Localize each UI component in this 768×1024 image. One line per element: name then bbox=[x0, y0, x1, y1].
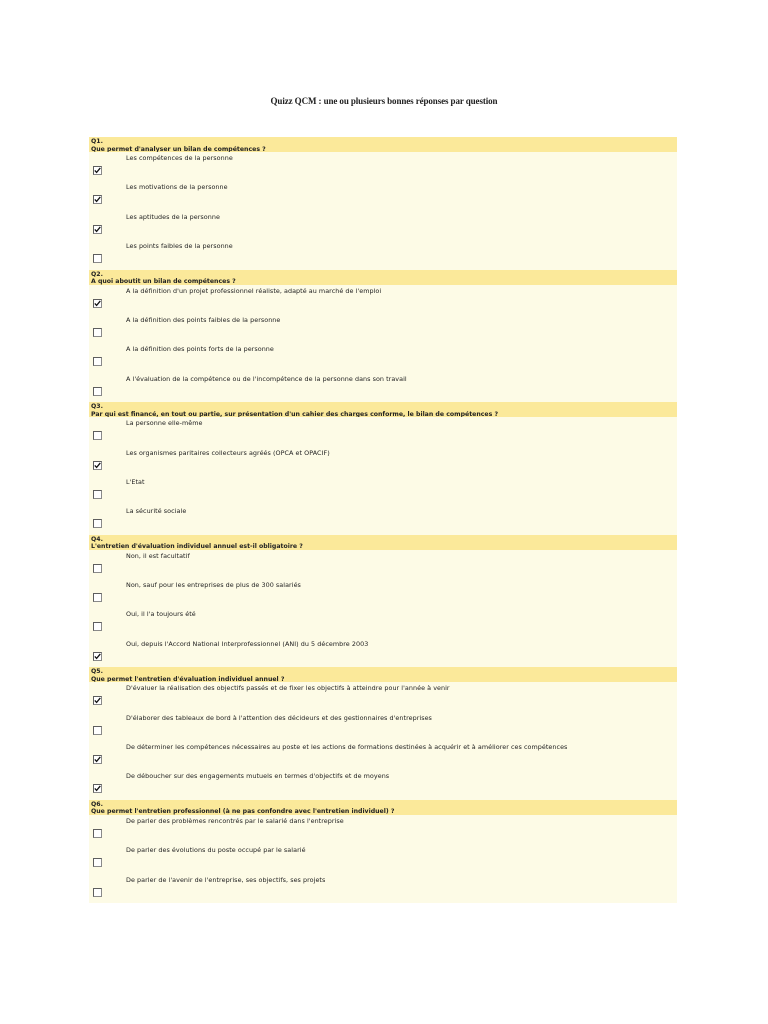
checkbox-checked[interactable] bbox=[93, 652, 102, 661]
answer-label: Les aptitudes de la personne bbox=[126, 212, 220, 221]
answer-option bbox=[89, 638, 677, 667]
answer-label: Non, il est facultatif bbox=[126, 551, 190, 560]
quiz-form bbox=[89, 137, 677, 903]
question-text: Que permet l'entretien d'évaluation individuel annuel ? bbox=[91, 675, 285, 683]
answer-option bbox=[89, 373, 677, 402]
answer-option bbox=[89, 417, 677, 446]
answer-option bbox=[89, 815, 677, 844]
answer-label: La personne elle-même bbox=[126, 419, 203, 428]
question-number: Q2. bbox=[91, 270, 103, 278]
answer-list bbox=[89, 682, 677, 800]
question-block bbox=[89, 800, 677, 903]
answer-label: La sécurité sociale bbox=[126, 507, 187, 516]
answer-label: De déterminer les compétences nécessaires au poste et les actions de formations destinées à acquérir et à améliorer ces compétences bbox=[126, 743, 568, 752]
question-header bbox=[89, 667, 677, 682]
answer-option bbox=[89, 211, 677, 240]
answer-option bbox=[89, 314, 677, 343]
checkbox-unchecked[interactable] bbox=[93, 387, 102, 396]
answer-label: Les compétences de la personne bbox=[126, 154, 233, 162]
question-number: Q3. bbox=[91, 403, 103, 411]
answer-option bbox=[89, 240, 677, 269]
question-number: Q1. bbox=[91, 138, 103, 145]
answer-option bbox=[89, 550, 677, 579]
answer-label: A la définition des points faibles de la personne bbox=[126, 315, 281, 324]
answer-label: Oui, il l'a toujours été bbox=[126, 610, 196, 619]
answer-label: De parler des problèmes rencontrés par le salarié dans l'entreprise bbox=[126, 816, 344, 825]
checkbox-checked[interactable] bbox=[93, 299, 102, 308]
answer-label: De parler de l'avenir de l'entreprise, ses objectifs, ses projets bbox=[126, 875, 326, 884]
answer-list bbox=[89, 152, 677, 270]
answer-label: Les points faibles de la personne bbox=[126, 242, 233, 251]
checkmark-icon bbox=[94, 167, 101, 174]
checkbox-unchecked[interactable] bbox=[93, 593, 102, 602]
checkmark-icon bbox=[94, 196, 101, 203]
checkbox-checked[interactable] bbox=[93, 784, 102, 793]
checkbox-checked[interactable] bbox=[93, 166, 102, 175]
checkbox-unchecked[interactable] bbox=[93, 519, 102, 528]
question-text: L'entretien d'évaluation individuel annuel est-il obligatoire ? bbox=[91, 543, 303, 550]
page-title: Quizz QCM : une ou plusieurs bonnes réponses par question bbox=[270, 96, 498, 106]
answer-label: L'Etat bbox=[126, 477, 145, 486]
question-number: Q4. bbox=[91, 535, 103, 543]
checkbox-unchecked[interactable] bbox=[93, 254, 102, 263]
question-block bbox=[89, 535, 677, 668]
answer-option bbox=[89, 579, 677, 608]
answer-option bbox=[89, 874, 677, 903]
answer-option bbox=[89, 343, 677, 372]
checkbox-checked[interactable] bbox=[93, 225, 102, 234]
checkmark-icon bbox=[94, 226, 101, 233]
answer-label: D'élaborer des tableaux de bord à l'attention des décideurs et des gestionnaires d'entreprises bbox=[126, 713, 432, 722]
answer-option bbox=[89, 505, 677, 534]
answer-option bbox=[89, 476, 677, 505]
answer-list bbox=[89, 815, 677, 903]
checkmark-icon bbox=[94, 653, 101, 660]
checkbox-checked[interactable] bbox=[93, 461, 102, 470]
answer-option bbox=[89, 447, 677, 476]
question-header bbox=[89, 535, 677, 550]
answer-label: Les motivations de la personne bbox=[126, 183, 228, 192]
checkmark-icon bbox=[94, 462, 101, 469]
checkmark-icon bbox=[94, 756, 101, 763]
answer-option bbox=[89, 741, 677, 770]
checkbox-checked[interactable] bbox=[93, 755, 102, 764]
answer-option bbox=[89, 181, 677, 210]
answer-label: Les organismes paritaires collecteurs agréés (OPCA et OPACIF) bbox=[126, 448, 330, 457]
answer-label: A l'évaluation de la compétence ou de l'incompétence de la personne dans son travail bbox=[126, 374, 407, 383]
answer-option bbox=[89, 844, 677, 873]
answer-label: De déboucher sur des engagements mutuels en termes d'objectifs et de moyens bbox=[126, 772, 390, 781]
answer-label: De parler des évolutions du poste occupé par le salarié bbox=[126, 846, 306, 855]
question-header bbox=[89, 402, 677, 417]
checkbox-unchecked[interactable] bbox=[93, 622, 102, 631]
checkbox-unchecked[interactable] bbox=[93, 564, 102, 573]
question-block bbox=[89, 270, 677, 403]
question-header bbox=[89, 270, 677, 285]
checkbox-unchecked[interactable] bbox=[93, 357, 102, 366]
answer-label: Oui, depuis l'Accord National Interprofessionnel (ANI) du 5 décembre 2003 bbox=[126, 639, 369, 648]
question-text: A quoi aboutit un bilan de compétences ? bbox=[91, 278, 236, 285]
checkbox-unchecked[interactable] bbox=[93, 490, 102, 499]
answer-option bbox=[89, 770, 677, 799]
answer-option bbox=[89, 608, 677, 637]
checkbox-unchecked[interactable] bbox=[93, 858, 102, 867]
question-text: Que permet d'analyser un bilan de compétences ? bbox=[91, 145, 266, 152]
answer-list bbox=[89, 285, 677, 403]
checkbox-unchecked[interactable] bbox=[93, 726, 102, 735]
checkbox-checked[interactable] bbox=[93, 696, 102, 705]
checkbox-checked[interactable] bbox=[93, 195, 102, 204]
question-number: Q5. bbox=[91, 668, 103, 676]
answer-option bbox=[89, 712, 677, 741]
question-block bbox=[89, 667, 677, 800]
answer-label: A la définition des points forts de la personne bbox=[126, 345, 274, 354]
question-text: Que permet l'entretien professionnel (à ne pas confondre avec l'entretien individuel) ? bbox=[91, 808, 395, 815]
checkmark-icon bbox=[94, 785, 101, 792]
answer-option bbox=[89, 285, 677, 314]
question-number: Q6. bbox=[91, 800, 103, 808]
checkbox-unchecked[interactable] bbox=[93, 829, 102, 838]
checkbox-unchecked[interactable] bbox=[93, 328, 102, 337]
answer-list bbox=[89, 417, 677, 535]
question-text: Par qui est financé, en tout ou partie, sur présentation d'un cahier des charges conforme, le bilan de compétences ? bbox=[91, 410, 499, 418]
answer-label: D'évaluer la réalisation des objectifs passés et de fixer les objectifs à atteindre pour l'année à venir bbox=[126, 684, 450, 693]
answer-label: A la définition d'un projet professionnel réaliste, adapté au marché de l'emploi bbox=[126, 286, 382, 295]
question-header bbox=[89, 800, 677, 815]
checkbox-unchecked[interactable] bbox=[93, 431, 102, 440]
answer-label: Non, sauf pour les entreprises de plus de 300 salariés bbox=[126, 581, 301, 590]
question-header bbox=[89, 137, 677, 152]
question-block bbox=[89, 402, 677, 535]
answer-option bbox=[89, 152, 677, 181]
checkmark-icon bbox=[94, 697, 101, 704]
answer-option bbox=[89, 682, 677, 711]
answer-list bbox=[89, 550, 677, 668]
checkmark-icon bbox=[94, 300, 101, 307]
checkbox-unchecked[interactable] bbox=[93, 888, 102, 897]
question-block bbox=[89, 137, 677, 270]
